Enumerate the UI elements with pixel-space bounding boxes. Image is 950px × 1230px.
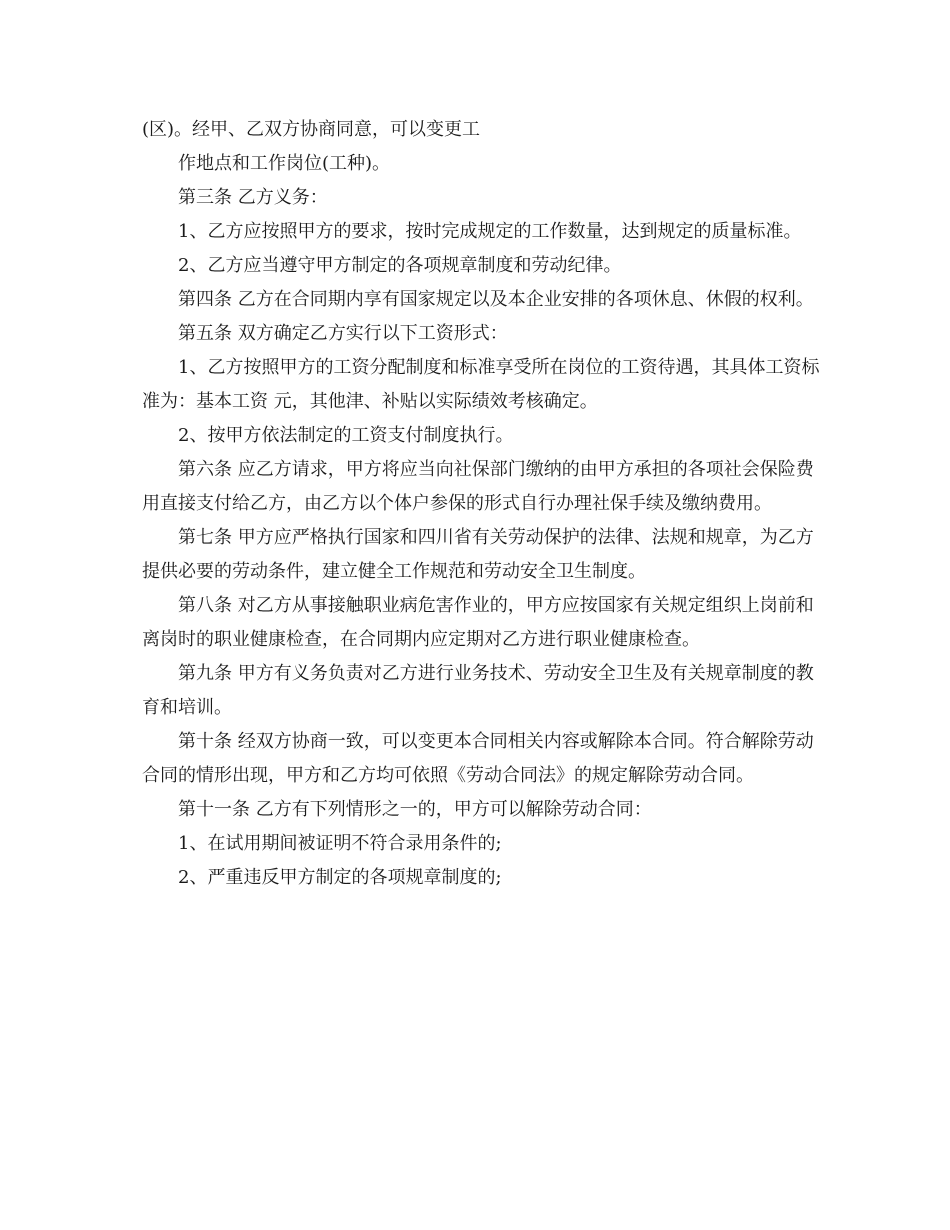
article-6: 第六条 应乙方请求，甲方将应当向社保部门缴纳的由甲方承担的各项社会保险费用直接支付给乙方，由乙方以个体户参保的形式自行办理社保手续及缴纳费用。 [142,459,814,514]
article-8: 第八条 对乙方从事接触职业病危害作业的，甲方应按国家有关规定组织上岗前和离岗时的职业健康检查，在合同期内应定期对乙方进行职业健康检查。 [142,595,814,650]
article-10: 第十条 经双方协商一致，可以变更本合同相关内容或解除本合同。符合解除劳动合同的情形出现，甲方和乙方均可依照《劳动合同法》的规定解除劳动合同。 [142,731,814,786]
article-4: 第四条 乙方在合同期内享有国家规定以及本企业安排的各项休息、休假的权利。 [178,289,814,310]
document-body [142,113,822,895]
article-11-item-2: 2、严重违反甲方制定的各项规章制度的; [178,867,502,888]
article-5-item-1: 1、乙方按照甲方的工资分配制度和标准享受所在岗位的工资待遇，其具体工资标准为：基本工资 元，其他津、补贴以实际绩效考核确定。 [142,357,820,412]
article-5-item-2: 2、按甲方依法制定的工资支付制度执行。 [178,425,514,446]
article-11-item-1: 1、在试用期间被证明不符合录用条件的; [178,833,502,854]
article-3-item-1: 1、乙方应按照甲方的要求，按时完成规定的工作数量，达到规定的质量标准。 [178,221,802,242]
article-3-item-2: 2、乙方应当遵守甲方制定的各项规章制度和劳动纪律。 [178,255,622,276]
paragraph-work-location: 作地点和工作岗位(工种)。 [178,153,391,174]
article-11-heading: 第十一条 乙方有下列情形之一的，甲方可以解除劳动合同： [178,799,652,820]
article-5-heading: 第五条 双方确定乙方实行以下工资形式： [178,323,508,344]
article-3-heading: 第三条 乙方义务： [178,187,328,208]
paragraph-continuation: (区)。经甲、乙双方协商同意，可以变更工 [142,119,481,140]
article-7: 第七条 甲方应严格执行国家和四川省有关劳动保护的法律、法规和规章，为乙方提供必要的劳动条件，建立健全工作规范和劳动安全卫生制度。 [142,527,814,582]
article-9: 第九条 甲方有义务负责对乙方进行业务技术、劳动安全卫生及有关规章制度的教育和培训。 [142,663,814,718]
